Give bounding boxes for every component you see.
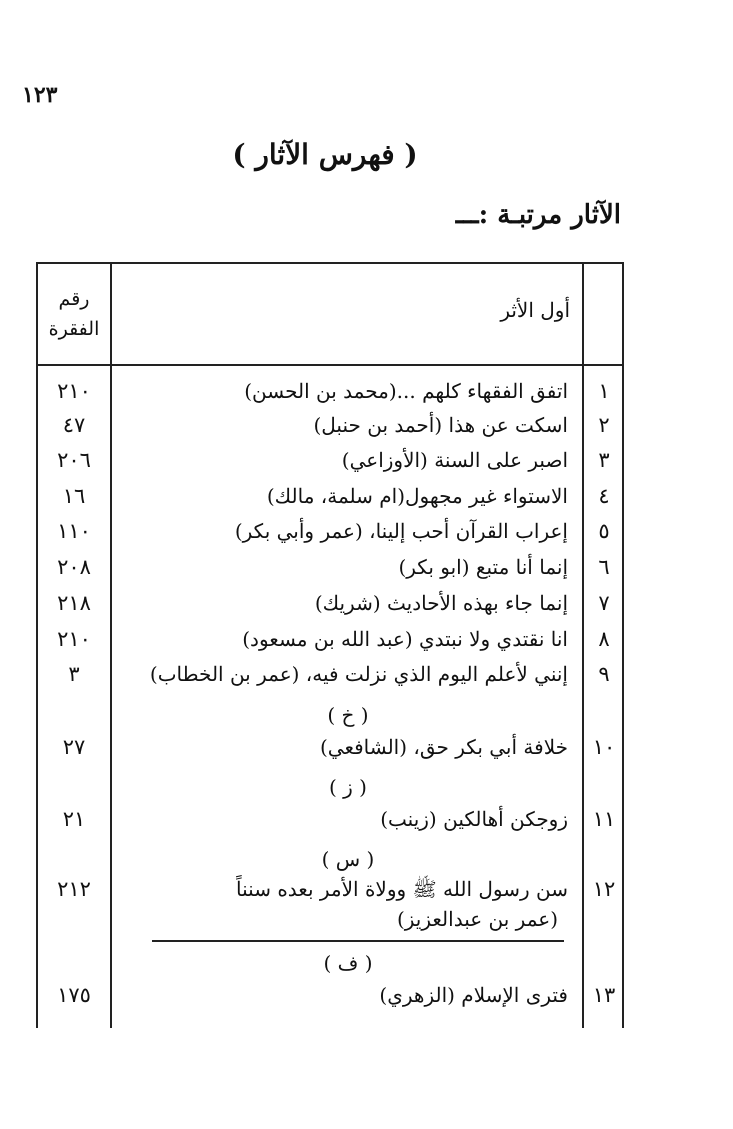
athar-text: إنما جاء بهذه الأحاديث (شريك)	[314, 591, 568, 615]
continuation-underline	[152, 940, 564, 942]
paragraph-number: ٢١٨	[57, 591, 91, 615]
page-number: ١٢٣	[22, 82, 58, 108]
paragraph-number: ٤٧	[62, 413, 86, 437]
table-row	[38, 516, 622, 546]
row-index: ١٣	[592, 983, 616, 1007]
row-index: ٢	[598, 413, 610, 437]
table-row	[38, 804, 622, 834]
paragraph-number: ٢٧	[62, 735, 86, 759]
athar-index-table	[36, 262, 624, 1028]
row-index: ١	[598, 379, 610, 403]
athar-text: سن رسول الله ﷺ وولاة الأمر بعده سنناً	[236, 877, 568, 901]
paragraph-number: ١١٠	[57, 519, 91, 543]
table-row	[38, 659, 622, 689]
letter-heading-sin: ( س )	[321, 847, 375, 871]
row-index: ٦	[598, 555, 610, 579]
continuation-text: (عمر بن عبدالعزيز)	[396, 907, 558, 931]
table-row	[38, 481, 622, 511]
row-index: ٨	[598, 627, 610, 651]
paragraph-number: ٢١٠	[57, 379, 91, 403]
paragraph-number: ٢١٢	[57, 877, 91, 901]
athar-text: إنني لأعلم اليوم الذي نزلت فيه، (عمر بن الخطاب)	[149, 662, 568, 686]
row-index: ٧	[598, 591, 610, 615]
table-row	[38, 552, 622, 582]
header-divider	[38, 364, 622, 366]
table-row	[38, 376, 622, 406]
row-index: ٣	[598, 448, 610, 472]
paragraph-number: ٢١٠	[57, 627, 91, 651]
row-index: ٥	[598, 519, 610, 543]
athar-text: خلافة أبي بكر حق، (الشافعي)	[319, 735, 568, 759]
page-title: ( فهرس الآثار )	[232, 138, 418, 171]
athar-text: انا نقتدي ولا نبتدي (عبد الله بن مسعود)	[242, 627, 568, 651]
letter-heading-kha: ( خ )	[327, 703, 369, 727]
athar-text: اصبر على السنة (الأوزاعي)	[341, 448, 568, 472]
letter-heading-fa: ( ف )	[323, 951, 373, 975]
header-fakra-line-2: الفقرة	[48, 318, 100, 340]
table-row	[38, 588, 622, 618]
table-row	[38, 624, 622, 654]
athar-text: الاستواء غير مجهول(ام سلمة، مالك)	[266, 484, 568, 508]
athar-text: إنما أنا متبع (ابو بكر)	[398, 555, 568, 579]
athar-text-continuation	[116, 904, 576, 934]
table-row	[38, 732, 622, 762]
row-index: ١٢	[592, 877, 616, 901]
athar-text: اسكت عن هذا (أحمد بن حنبل)	[313, 413, 568, 437]
paragraph-number: ٣	[68, 662, 80, 686]
athar-text: فترى الإسلام (الزهري)	[379, 983, 568, 1007]
letter-heading-zay: ( ز )	[329, 775, 367, 799]
section-heading: الآثار مرتبـة :ـــ	[455, 200, 621, 230]
paragraph-number: ٢١	[62, 807, 86, 831]
athar-text: زوجكن أهالكين (زينب)	[380, 807, 568, 831]
athar-text: إعراب القرآن أحب إلينا، (عمر وأبي بكر)	[234, 519, 568, 543]
row-index: ٤	[598, 484, 610, 508]
row-index: ٩	[598, 662, 610, 686]
header-first-of-athar: أول الأثر	[500, 298, 570, 322]
table-row	[38, 445, 622, 475]
table-row	[38, 410, 622, 440]
table-row	[38, 874, 622, 904]
paragraph-number: ٢٠٨	[57, 555, 91, 579]
table-row	[38, 980, 622, 1010]
header-paragraph-number	[38, 284, 110, 344]
paragraph-number: ٢٠٦	[57, 448, 91, 472]
row-index: ١١	[592, 807, 616, 831]
athar-text: اتفق الفقهاء كلهم ...(محمد بن الحسن)	[244, 379, 568, 403]
row-index: ١٠	[592, 735, 616, 759]
paragraph-number: ١٦	[62, 484, 86, 508]
header-fakra-line-1: رقم	[58, 288, 90, 310]
paragraph-number: ١٧٥	[57, 983, 91, 1007]
